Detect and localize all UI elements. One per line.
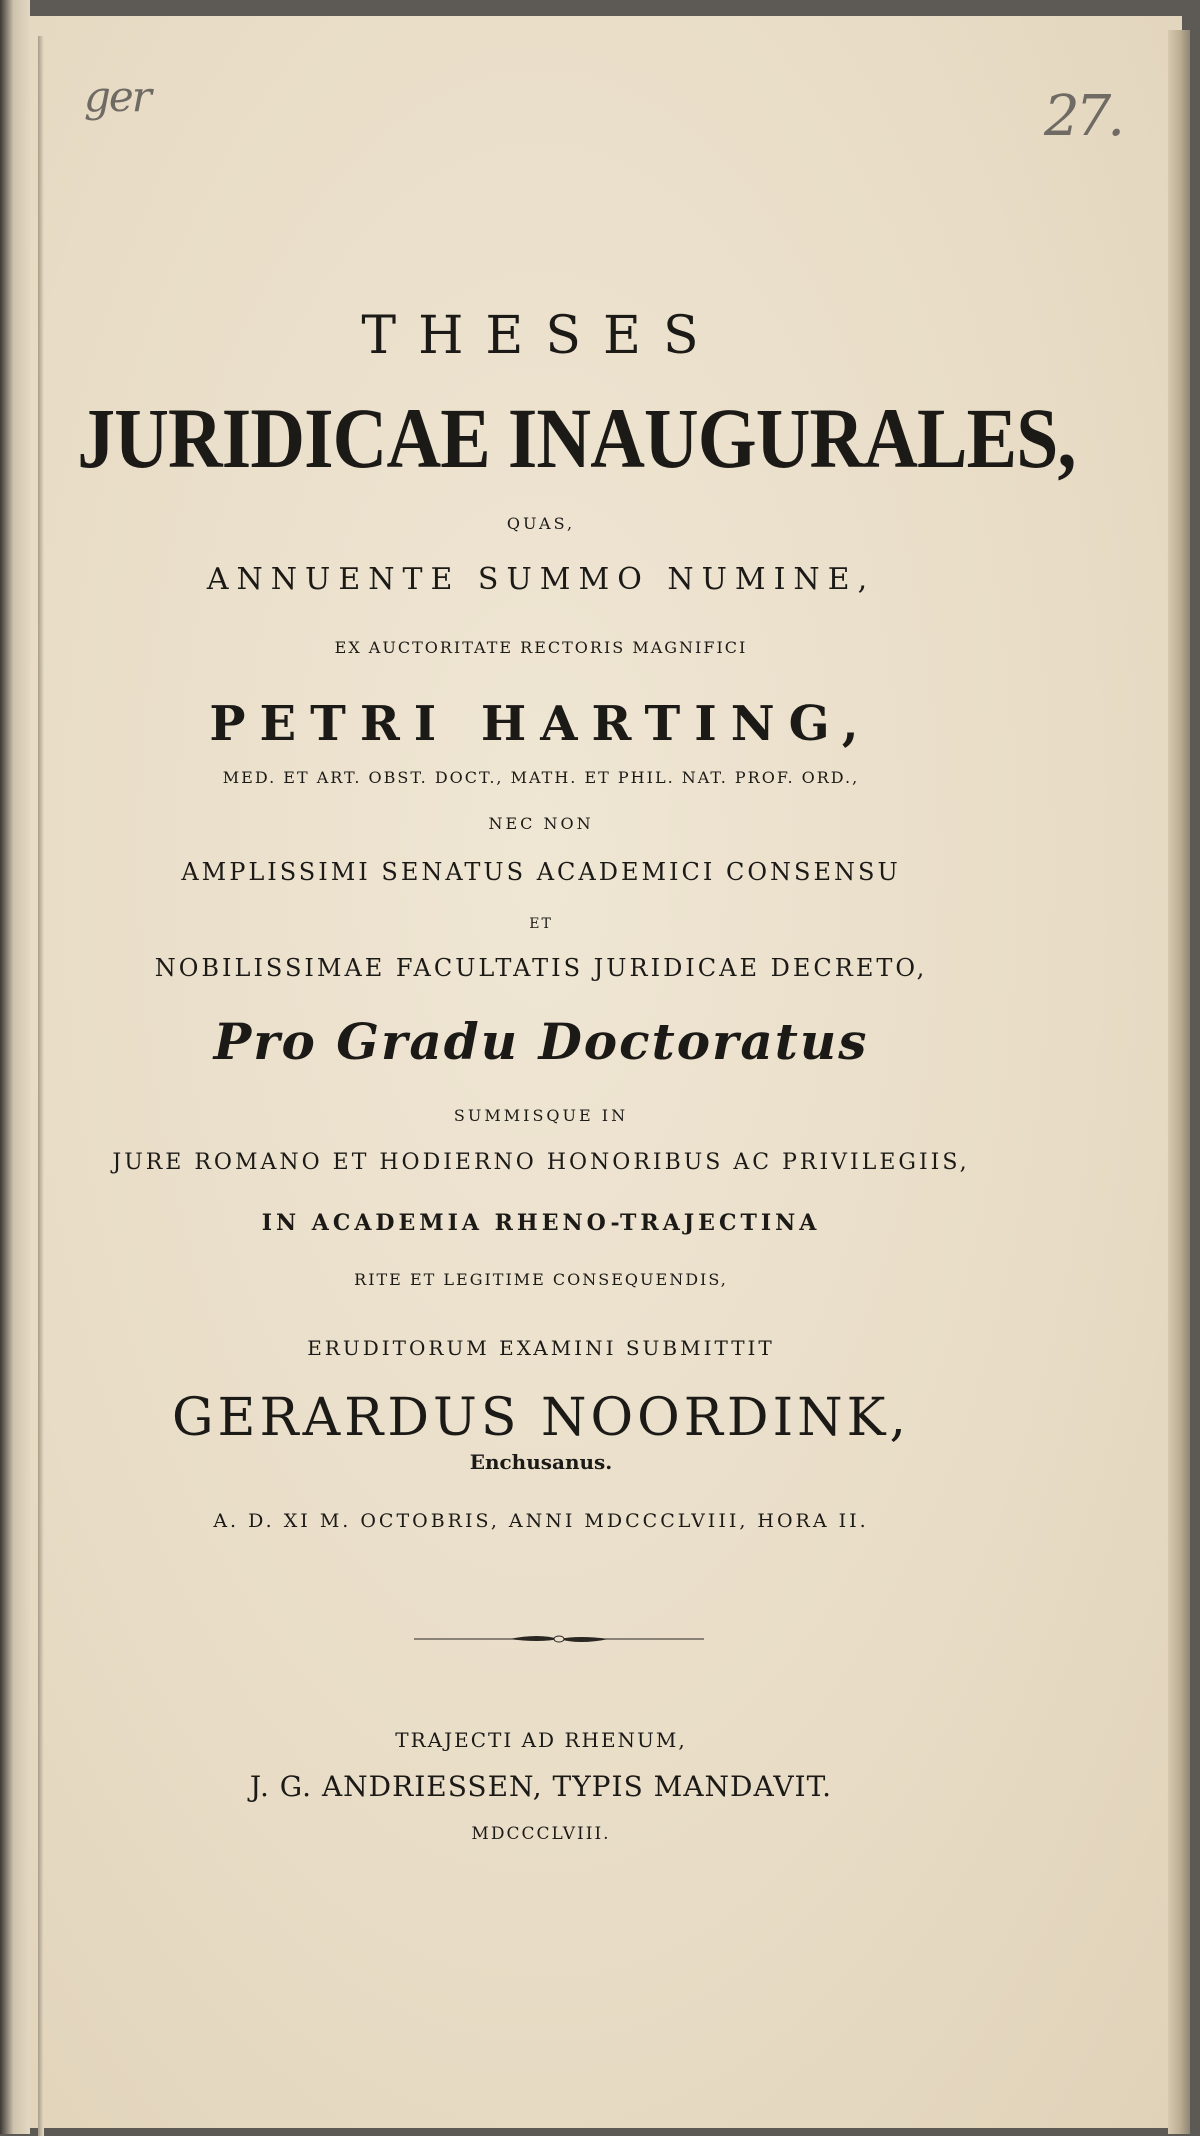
imprint-year: MDCCCLVIII.	[471, 1824, 611, 1844]
senatus-line: AMPLISSIMI SENATUS ACADEMICI CONSENSU	[181, 858, 901, 886]
title-theses: THESES	[361, 306, 721, 366]
summisque-line: SUMMISQUE IN	[453, 1106, 629, 1125]
page-right-edge	[1168, 30, 1190, 2134]
nec-non-line: NEC NON	[488, 814, 594, 833]
date-line: A. D. XI M. OCTOBRIS, ANNI MDCCCLVIII, HORA II.	[213, 1510, 869, 1532]
page-left-edge	[0, 0, 30, 2134]
rector-titles: MED. ET ART. OBST. DOCT., MATH. ET PHIL. NAT. PROF. ORD.,	[222, 768, 860, 787]
title-juridicae: JURIDICAE INAUGURALES,	[77, 390, 1076, 486]
title-page	[14, 16, 1182, 2128]
quas-line: QUAS,	[506, 514, 576, 533]
imprint-place: TRAJECTI AD RHENUM,	[395, 1728, 687, 1752]
facultatis-line: NOBILISSIMAE FACULTATIS JURIDICAE DECRETO,	[154, 954, 928, 982]
author-origin: Enchusanus.	[469, 1450, 613, 1474]
rector-name: PETRI HARTING,	[209, 696, 873, 752]
handwritten-note-left: ger	[84, 72, 150, 121]
rite-line: RITE ET LEGITIME CONSEQUENDIS,	[354, 1270, 728, 1289]
academia-line: IN ACADEMIA RHENO-TRAJECTINA	[261, 1210, 821, 1236]
pro-gradu-heading: Pro Gradu Doctoratus	[213, 1012, 869, 1071]
imprint-printer: J. G. ANDRIESSEN, TYPIS MANDAVIT.	[249, 1770, 833, 1803]
handwritten-page-number: 27.	[1044, 84, 1122, 149]
et-line: ET	[529, 916, 553, 932]
annuente-line: ANNUENTE SUMMO NUMINE,	[206, 562, 876, 597]
eruditorum-line: ERUDITORUM EXAMINI SUBMITTIT	[307, 1336, 775, 1360]
auctoritate-line: EX AUCTORITATE RECTORIS MAGNIFICI	[334, 638, 748, 657]
ornament-divider	[414, 1631, 704, 1647]
jure-line: JURE ROMANO ET HODIERNO HONORIBUS AC PRIVILEGIIS,	[112, 1150, 970, 1175]
author-name: GERARDUS NOORDINK,	[171, 1388, 911, 1448]
